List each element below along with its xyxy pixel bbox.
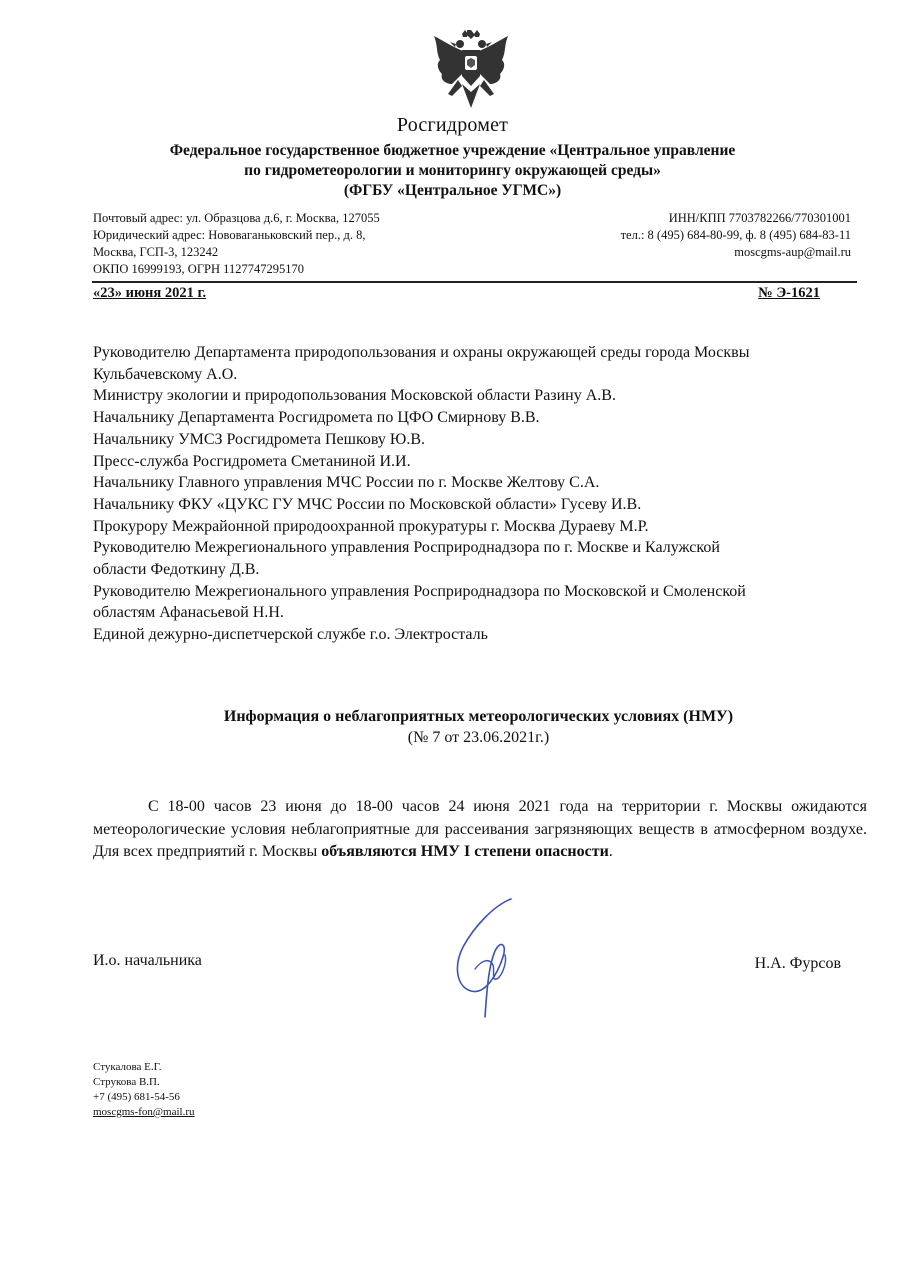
recipient-line: Начальнику УМСЗ Росгидромета Пешкову Ю.В. bbox=[93, 430, 426, 448]
document-number: № Э-1621 bbox=[758, 285, 820, 301]
double-headed-eagle-emblem-icon bbox=[432, 30, 510, 114]
postal-address-block bbox=[93, 210, 493, 278]
recipient-line: Министру экологии и природопользования Московской области Разину А.В. bbox=[93, 387, 616, 405]
notice-body-emphasis: объявляются НМУ I степени опасности bbox=[321, 843, 609, 860]
phone-fax: тел.: 8 (495) 684-80-99, ф. 8 (495) 684-83-11 bbox=[620, 228, 851, 242]
recipient-line: Руководителю Межрегионального управления Росприроднадзора по г. Москве и Калужской bbox=[93, 539, 720, 557]
recipient-line: Пресс-служба Росгидромета Сметаниной И.И. bbox=[93, 452, 411, 470]
org-full-line: Федеральное государственное бюджетное учреждение «Центральное управление bbox=[169, 142, 736, 159]
document-date: «23» июня 2021 г. bbox=[93, 285, 207, 301]
handwritten-signature bbox=[445, 895, 525, 1025]
notice-title: Информация о неблагоприятных метеорологических условиях (НМУ) bbox=[223, 708, 734, 725]
org-full-line: по гидрометеорологии и мониторингу окружающей среды» bbox=[244, 162, 661, 179]
org-short-name: Росгидромет bbox=[396, 114, 509, 136]
address-line: Почтовый адрес: ул. Образцова д.6, г. Москва, 127055 bbox=[93, 211, 380, 225]
recipient-line: Начальнику ФКУ «ЦУКС ГУ МЧС России по Московской области» Гусеву И.В. bbox=[93, 495, 642, 513]
signatory-name: Н.А. Фурсов bbox=[754, 955, 841, 972]
recipient-line: Руководителю Департамента природопользования и охраны окружающей среды города Москвы bbox=[93, 344, 750, 361]
inn-kpp: ИНН/КПП 7703782266/770301001 bbox=[668, 211, 851, 225]
executor-contacts bbox=[93, 1060, 194, 1120]
org-email: moscgms-aup@mail.ru bbox=[734, 245, 851, 259]
recipient-line: Начальнику Главного управления МЧС России по г. Москве Желтову С.А. bbox=[93, 474, 600, 492]
recipient-line: Руководителю Межрегионального управления Росприроднадзора по Московской и Смоленской bbox=[93, 582, 746, 600]
executor-name: Стукалова Е.Г. bbox=[93, 1061, 162, 1073]
executor-email-link[interactable]: moscgms-fon@mail.ru bbox=[93, 1106, 195, 1118]
notice-subtitle: (№ 7 от 23.06.2021г.) bbox=[407, 729, 550, 746]
recipient-line: Прокурору Межрайонной природоохранной прокуратуры г. Москва Дураеву М.Р. bbox=[93, 517, 649, 535]
header-divider bbox=[92, 281, 857, 283]
signatory-title: И.о. начальника bbox=[93, 952, 202, 969]
notice-body bbox=[93, 796, 867, 864]
notice-title-block bbox=[0, 706, 905, 748]
executor-name: Струкова В.П. bbox=[93, 1076, 160, 1088]
notice-body-end: . bbox=[608, 843, 613, 860]
address-line: Юридический адрес: Нововаганьковский пер., д. 8, bbox=[93, 228, 366, 242]
recipients-list bbox=[93, 342, 863, 646]
recipient-line: областям Афанасьевой Н.Н. bbox=[93, 604, 284, 622]
org-full-name bbox=[0, 141, 905, 201]
notice-body-text: С 18-00 часов 23 июня до 18-00 часов 24 июня 2021 года на территории г. Москвы ожидаются метеорологические условия неблагоприятные для рассеивания загрязняющих веществ в атмосферном воздухе. Для всех предприятий г. Москвы bbox=[93, 798, 867, 860]
recipient-line: области Федоткину Д.В. bbox=[93, 561, 260, 579]
executor-phone: +7 (495) 681-54-56 bbox=[93, 1091, 180, 1103]
recipient-line: Кульбачевскому А.О. bbox=[93, 365, 238, 383]
org-full-line: (ФГБУ «Центральное УГМС») bbox=[343, 182, 562, 199]
address-line: ОКПО 16999193, ОГРН 1127747295170 bbox=[93, 262, 304, 276]
requisites-block bbox=[510, 210, 851, 261]
recipient-line: Начальнику Департамента Росгидромета по ЦФО Смирнову В.В. bbox=[93, 409, 540, 427]
recipient-line: Единой дежурно-диспетчерской службе г.о. Электросталь bbox=[93, 626, 488, 644]
address-line: Москва, ГСП-3, 123242 bbox=[93, 245, 219, 259]
